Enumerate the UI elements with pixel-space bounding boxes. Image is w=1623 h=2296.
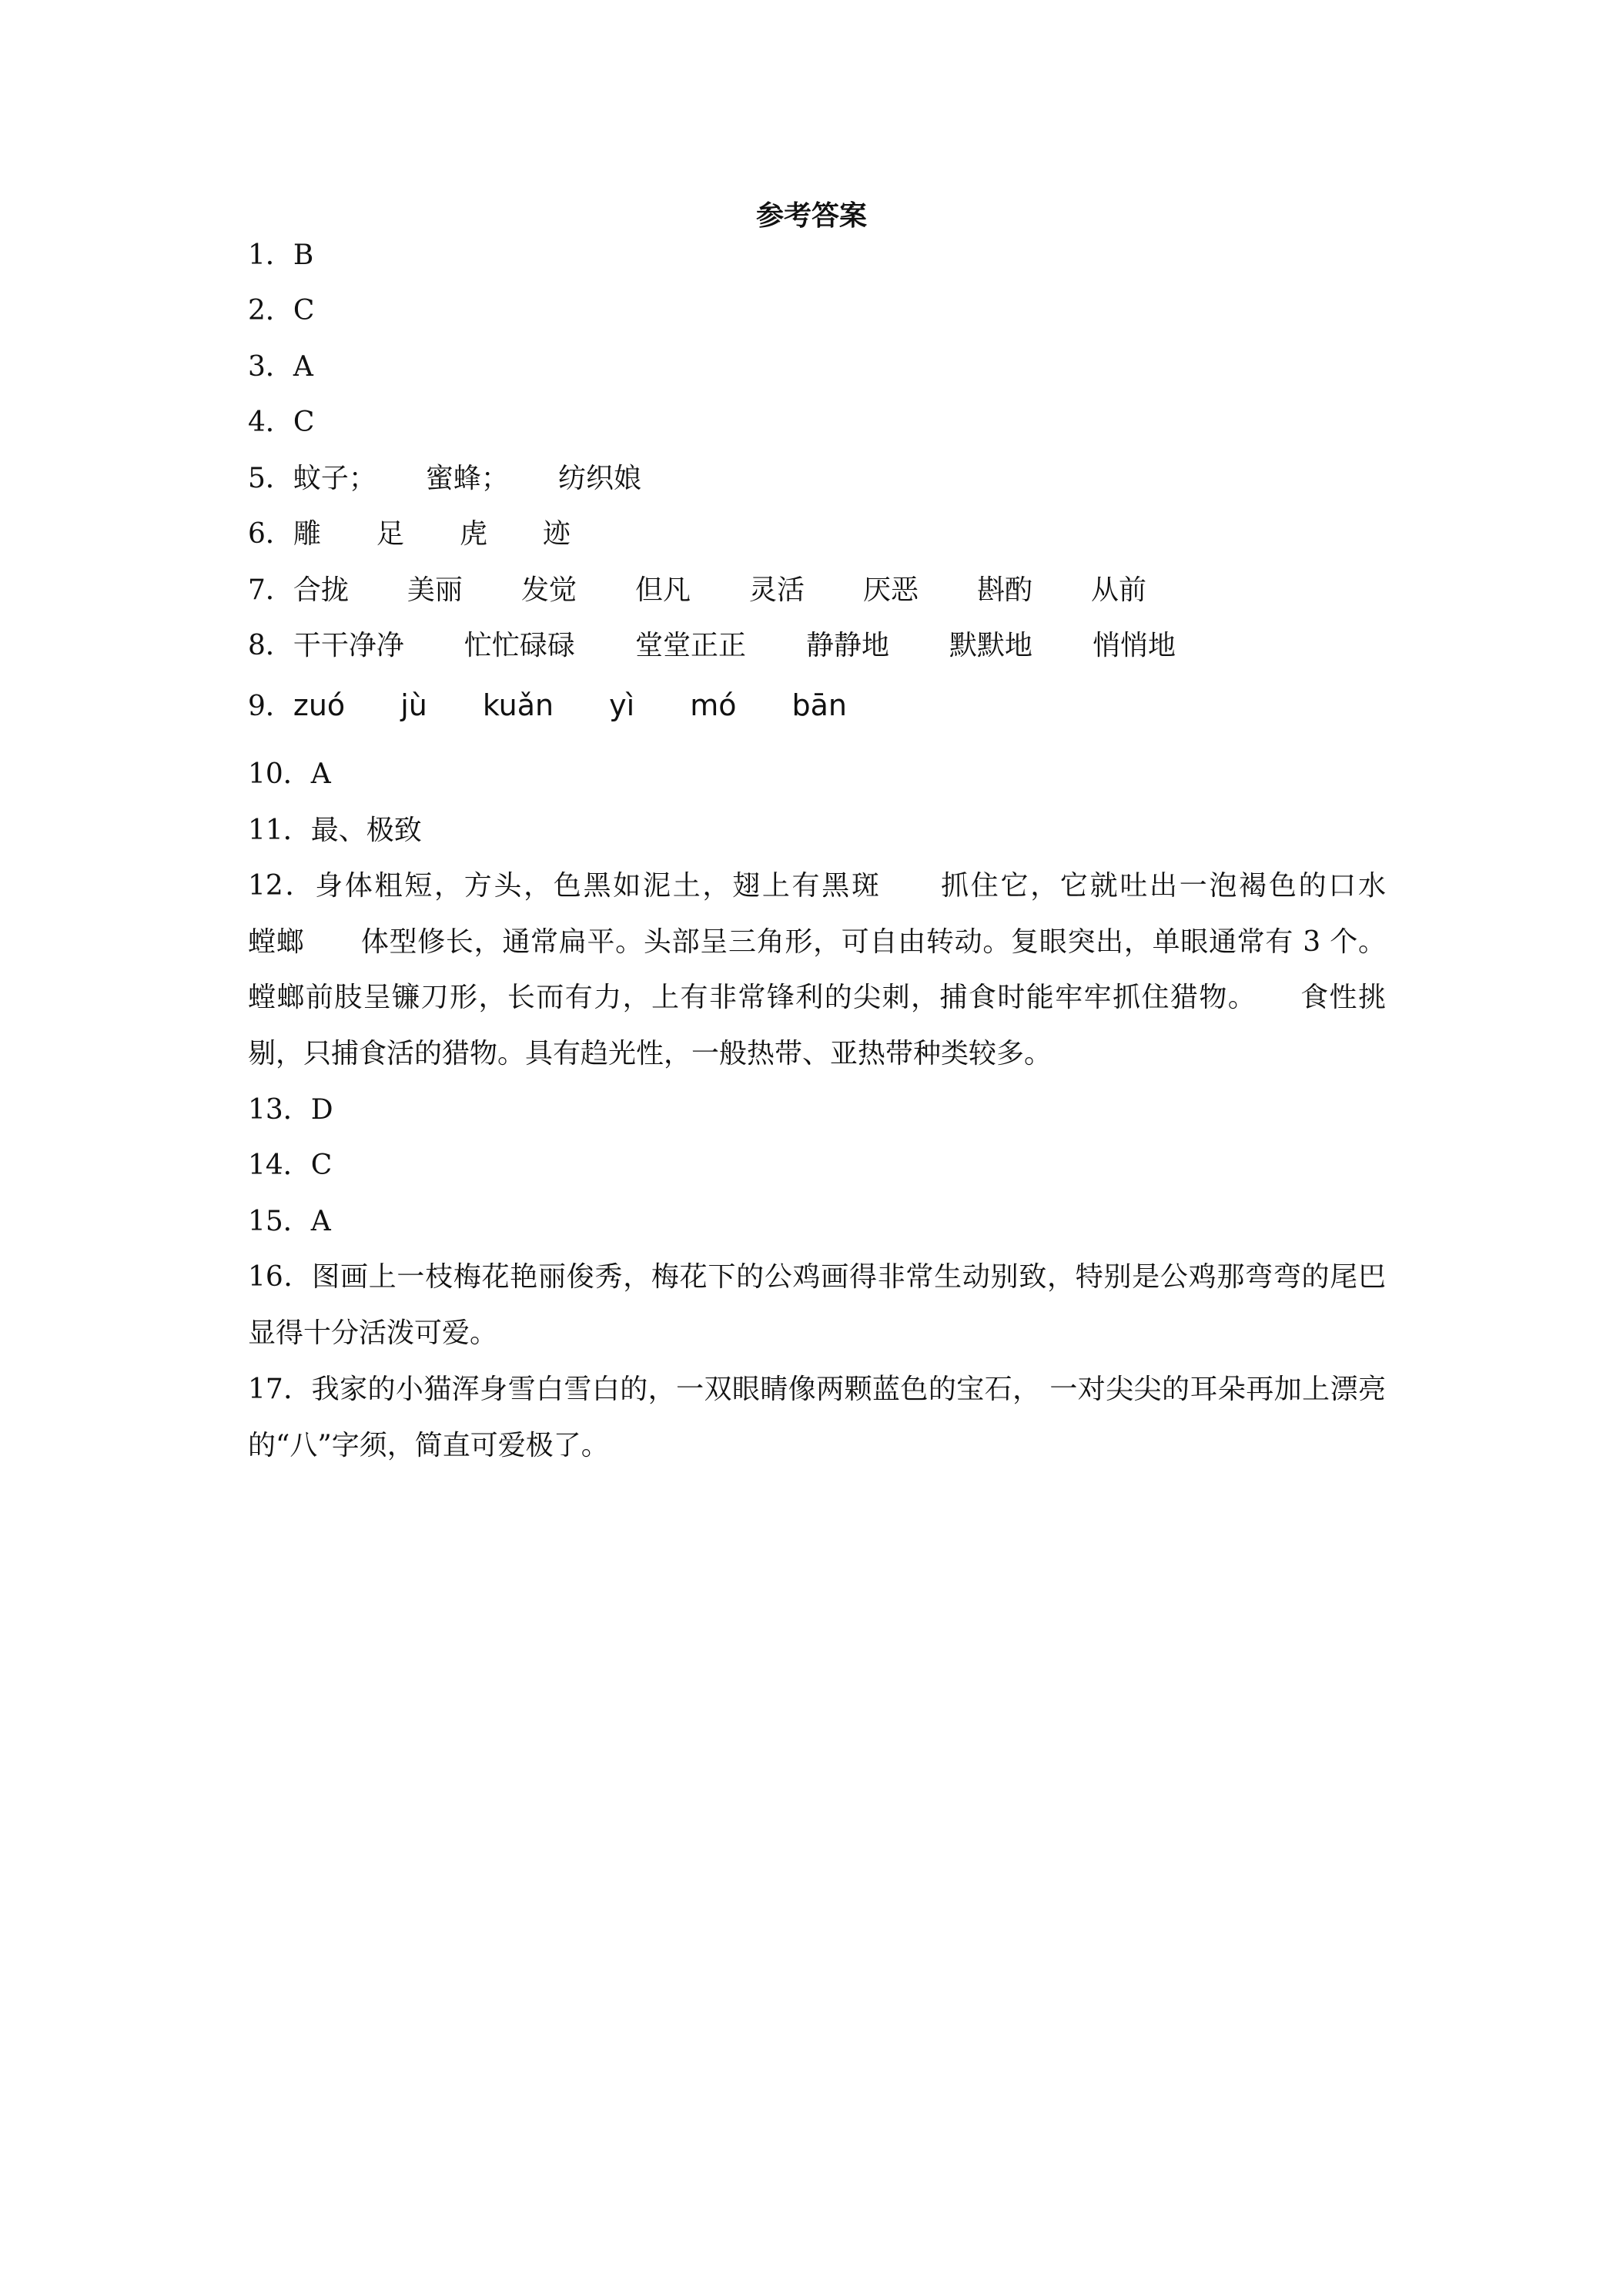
answer-9-number: 9． — [248, 691, 293, 722]
answer-9 — [248, 678, 1387, 735]
answer-9-pinyin: mó — [690, 688, 737, 722]
answer-16: 16．图画上一枝梅花艳丽俊秀，梅花下的公鸡画得非常生动别致，特别是公鸡那弯弯的尾巴显得十分活泼可爱。 — [248, 1261, 1386, 1349]
answer-6-number: 6． — [248, 518, 293, 550]
answer-8-number: 8． — [248, 630, 293, 661]
page-title: 参考答案 — [755, 199, 867, 232]
answer-10: 10．A — [248, 758, 331, 790]
answer-5-number: 5． — [248, 463, 293, 494]
answer-15: 15．A — [248, 1206, 331, 1237]
answer-8-word: 悄悄地 — [1092, 630, 1176, 661]
answer-8-word: 堂堂正正 — [634, 630, 746, 661]
answer-5-word: 蚊子； — [293, 463, 376, 494]
answer-7-word: 厌恶 — [862, 574, 919, 606]
answer-9-pinyin: zuó — [293, 688, 346, 722]
answer-9-pinyin: bān — [791, 688, 847, 722]
answer-7-word: 合拢 — [293, 574, 349, 606]
answer-17: 17．我家的小猫浑身雪白雪白的，一双眼睛像两颗蓝色的宝石， 一对尖尖的耳朵再加上漂亮的“八”字须，简直可爱极了。 — [248, 1374, 1386, 1461]
answer-8-word: 默默地 — [949, 630, 1032, 661]
answer-6 — [248, 507, 1387, 562]
answer-6-word: 虎 — [459, 518, 487, 550]
answer-7-number: 7． — [248, 574, 293, 606]
answer-8-word: 静静地 — [805, 630, 889, 661]
answer-7 — [248, 563, 1387, 618]
answer-5-word: 纺织娘 — [557, 463, 641, 494]
answer-8-word: 忙忙碌碌 — [463, 630, 575, 661]
answer-8 — [248, 618, 1387, 674]
answer-3: 3．A — [248, 351, 313, 383]
answer-6-word: 雕 — [293, 518, 321, 550]
answer-14: 14．C — [248, 1150, 333, 1181]
answer-9-pinyin: jù — [400, 688, 427, 722]
answer-7-word: 美丽 — [407, 574, 463, 606]
answer-6-word: 迹 — [542, 518, 571, 550]
answer-5-word: 蜜蜂； — [425, 463, 509, 494]
answer-9-pinyin: yì — [609, 688, 635, 722]
answer-13: 13．D — [248, 1094, 333, 1126]
answer-6-word: 足 — [376, 518, 404, 550]
answer-2: 2．C — [248, 295, 315, 326]
answer-4: 4．C — [248, 407, 315, 438]
answer-9-pinyin: kuǎn — [482, 688, 554, 722]
answer-7-word: 但凡 — [634, 574, 691, 606]
answer-7-word: 发觉 — [520, 574, 577, 606]
answer-7-word: 灵活 — [748, 574, 805, 606]
answer-11: 11．最、极致 — [248, 815, 422, 846]
answer-7-word: 斟酌 — [977, 574, 1033, 606]
answer-1: 1．B — [248, 239, 314, 271]
answer-5 — [248, 451, 1387, 507]
answer-7-word: 从前 — [1091, 574, 1147, 606]
answer-12: 12．身体粗短，方头，色黑如泥土，翅上有黑斑 抓住它，它就吐出一泡褐色的口水 螳螂 体型修长，通常扁平。头部呈三角形，可自由转动。复眼突出，单眼通常有 3 个。螳螂前肢呈镰刀形，长而有力，上有非常锋利的尖刺，捕食时能牢牢抓住猎物。 食性挑剔，只捕食活的猎物。具有趋光性，一般热带、亚热带种类较多。 — [248, 870, 1442, 1069]
answer-8-word: 干干净净 — [293, 630, 404, 661]
